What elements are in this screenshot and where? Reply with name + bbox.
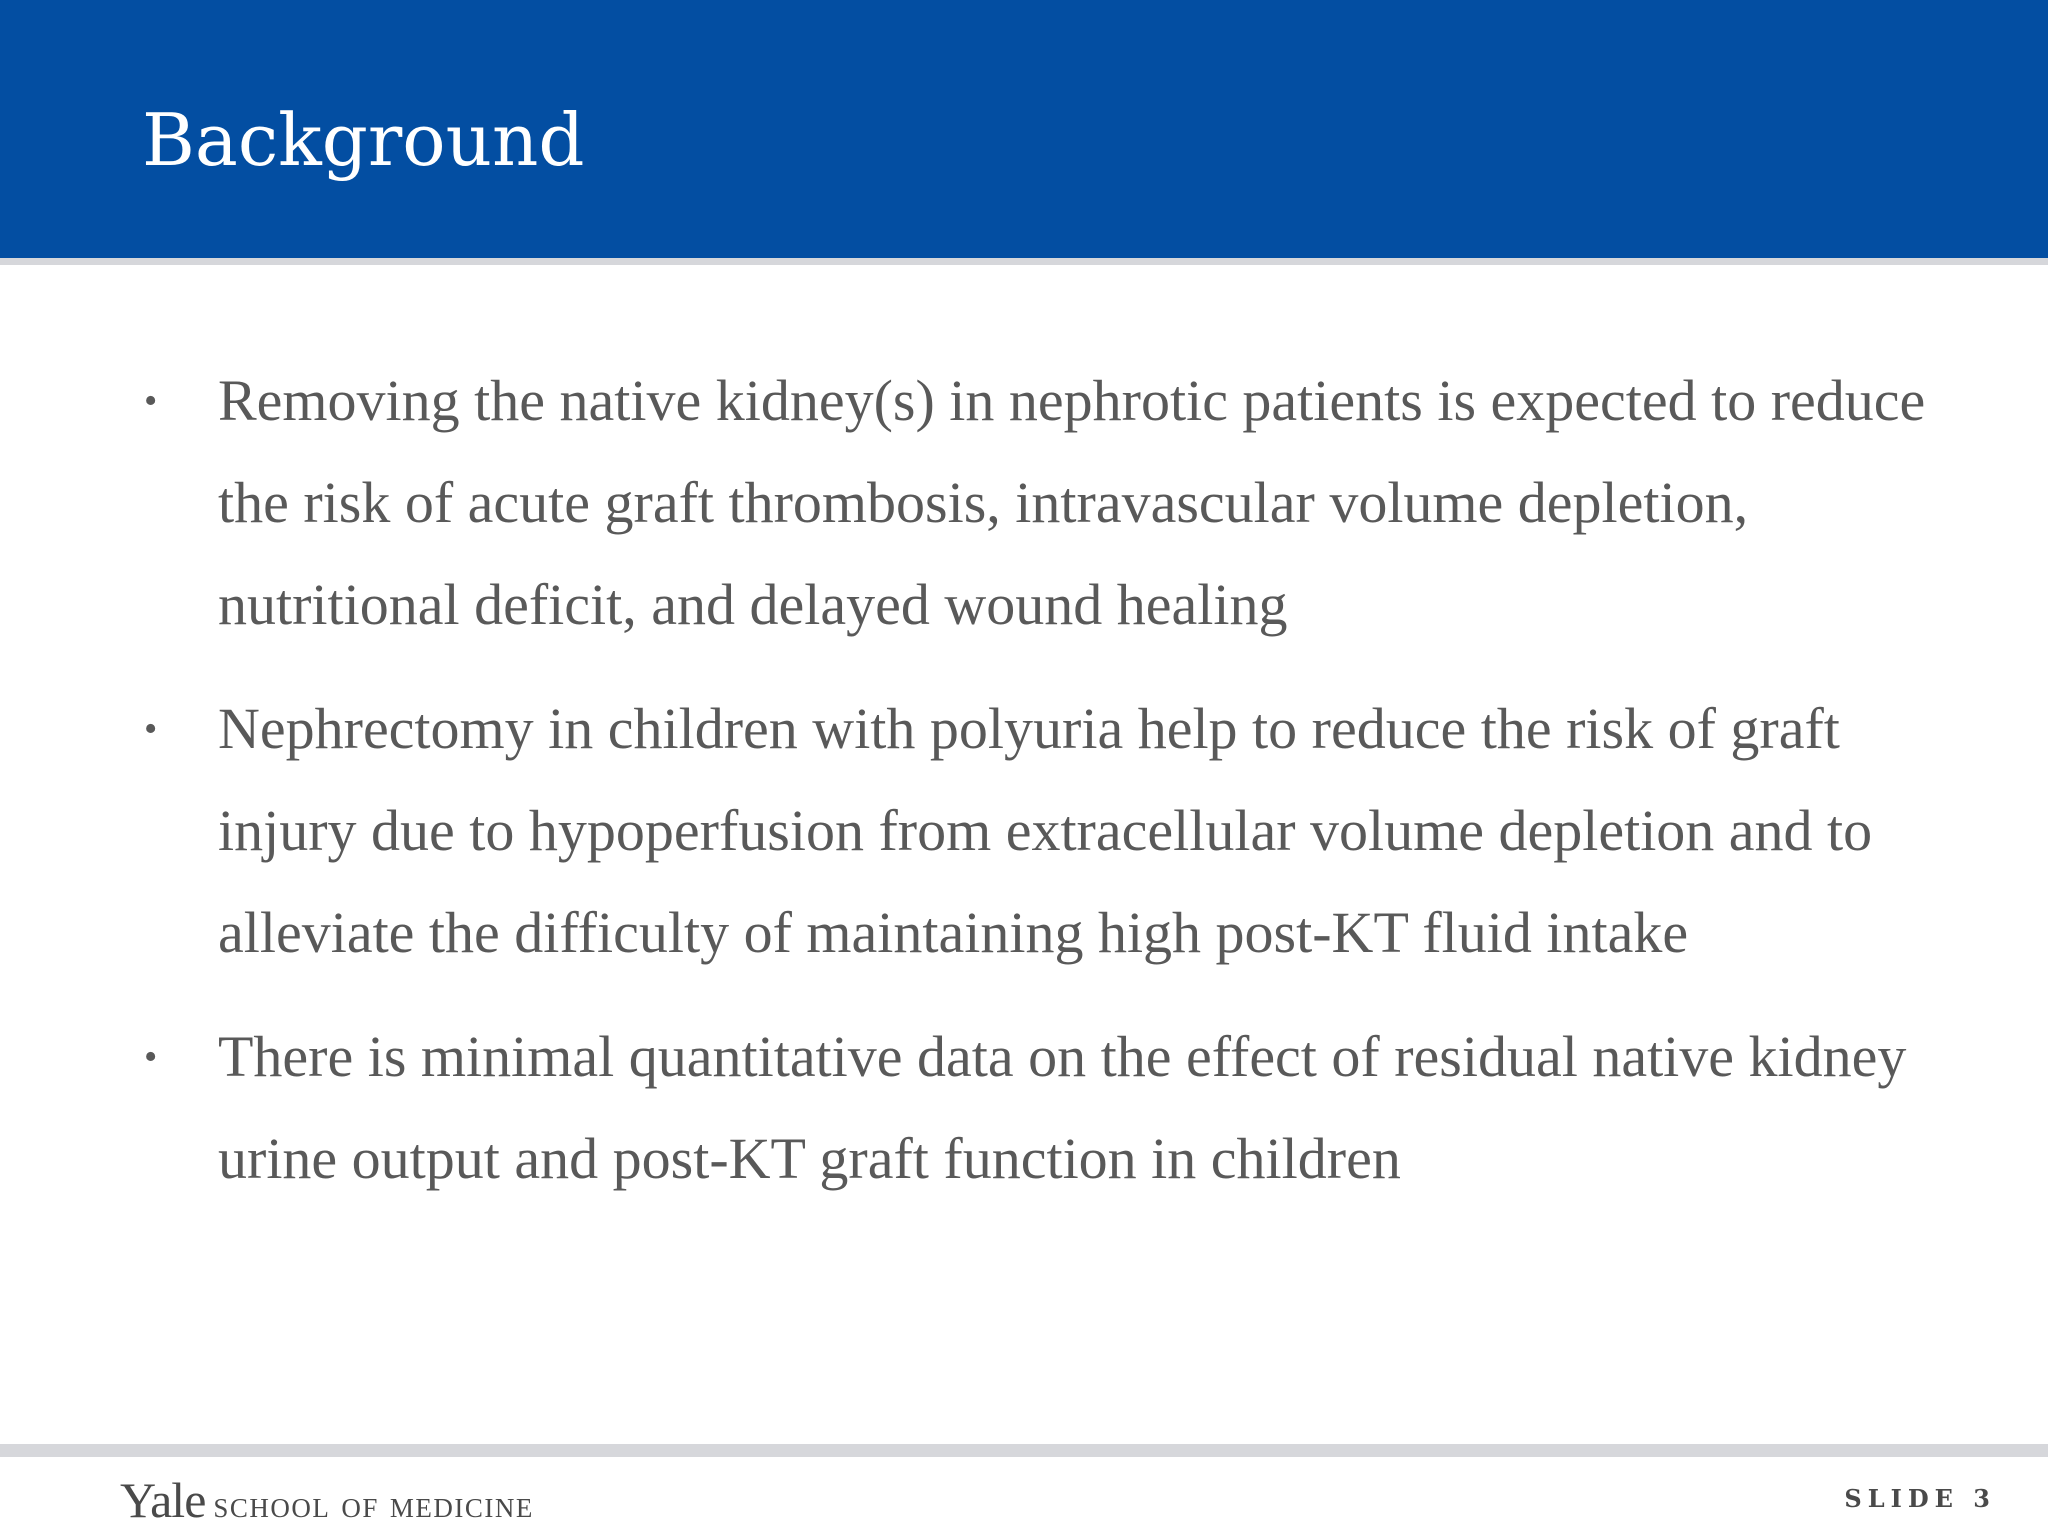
bullet-marker: • — [144, 708, 158, 750]
yale-school-of-medicine-logo — [120, 1470, 534, 1530]
bullet-text: There is minimal quantitative data on the effect of residual native kidney urine output and post-KT graft function in children — [218, 1024, 1907, 1191]
slide-number: SLIDE 3 — [1844, 1484, 1996, 1513]
bullet-marker: • — [144, 1036, 158, 1078]
bullet-item-1 — [142, 350, 1932, 656]
bullet-list — [142, 350, 1932, 1232]
bullet-item-3 — [142, 1006, 1932, 1210]
bullet-marker: • — [144, 380, 158, 422]
bullet-text: Removing the native kidney(s) in nephrotic patients is expected to reduce the risk of acute graft thrombosis, intravascular volume depletion, nutritional deficit, and delayed wound healing — [218, 368, 1926, 637]
bullet-text: Nephrectomy in children with polyuria help to reduce the risk of graft injury due to hypoperfusion from extracellular volume depletion and to alleviate the difficulty of maintaining high post-KT fluid intake — [218, 696, 1873, 965]
logo-school-wordmark: school of medicine — [213, 1484, 534, 1526]
bullet-item-2 — [142, 678, 1932, 984]
footer-divider — [0, 1444, 2048, 1457]
logo-yale-wordmark: Yale — [120, 1472, 206, 1528]
title-divider — [0, 258, 2048, 265]
slide-title: Background — [142, 98, 585, 182]
